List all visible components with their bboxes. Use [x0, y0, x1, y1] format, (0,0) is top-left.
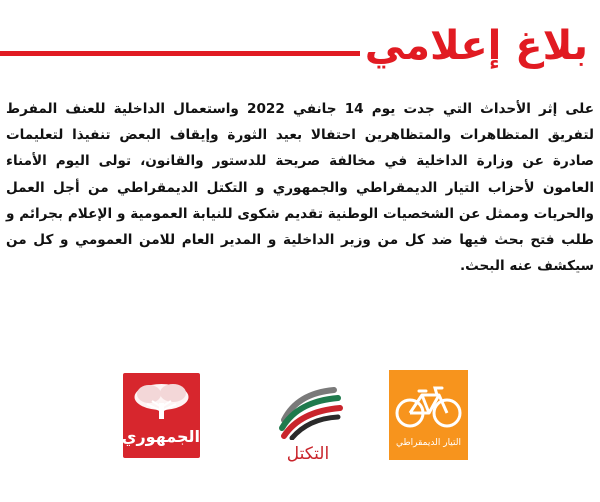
page-title: بلاغ إعلامي: [364, 23, 588, 69]
takattol-label: التكتل: [286, 444, 330, 464]
party-logos: [0, 370, 600, 470]
gomhouri-logo: [123, 373, 200, 458]
header: [0, 14, 600, 74]
statement-paragraph: على إثر الأحداث التي جدت يوم 14 جانفي 2022 واستعمال الداخلية للعنف المفرط لتفريق المتظاهرات والمتظاهرين احتفالا بعيد الثورة وإيقاف البعض تنفيذا لتعليمات صادرة عن وزارة الداخلية في مخالفة صريحة للدستور والقانون، تولى اليوم الأمناء العامون لأحزاب التيار الديمقراطي والجمهوري و التكتل الديمقراطي من أجل العمل والحريات وممثل عن الشخصيات الوطنية تقديم شكوى للنيابة العمومية و الإعلام بجرائم و طلب فتح بحث فيها ضد كل من وزير الداخلية و المدير العام للامن العمومي و كل من سيكشف عنه البحث.: [6, 101, 595, 275]
header-divider: [0, 51, 360, 56]
tayyar-logo: [389, 370, 468, 460]
gomhouri-label: الجمهوري: [121, 427, 200, 446]
tree-icon: [132, 381, 191, 423]
stripes-icon: [268, 378, 348, 440]
bicycle-icon: [389, 378, 468, 438]
tayyar-label: التيار الديمقراطي: [396, 438, 461, 448]
takattol-logo: [268, 378, 348, 470]
